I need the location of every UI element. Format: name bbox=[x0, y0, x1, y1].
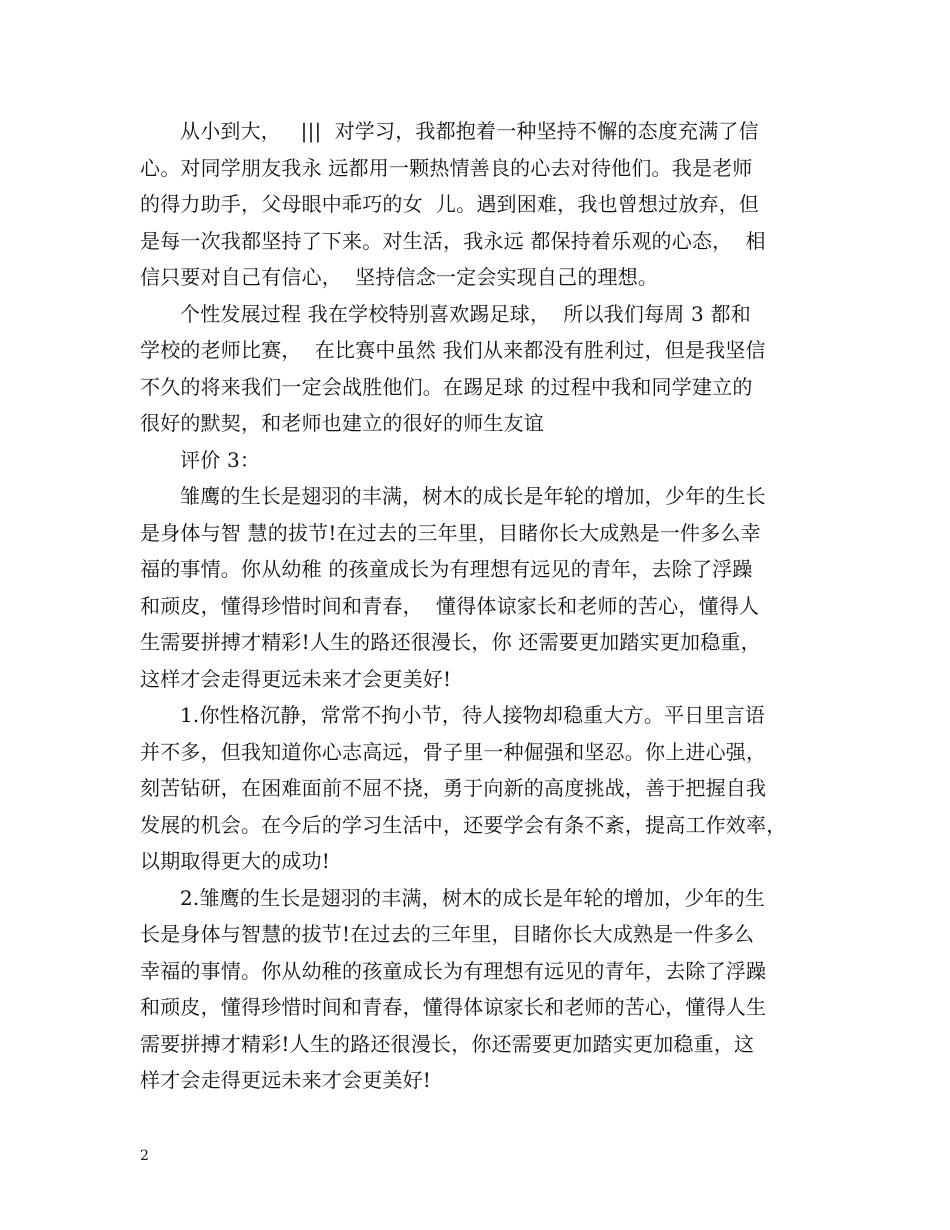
text-line: 幸福的事情。你从幼稚的孩童成长为有理想有远见的青年，去除了浮躁 bbox=[140, 958, 767, 983]
text-line: 这样才会走得更远未来才会更美好! bbox=[140, 666, 452, 691]
text-line: 心。对同学朋友我永 远都用一颗热情善良的心去对待他们。我是老师 bbox=[140, 155, 753, 180]
text-line: 学校的老师比赛， 在比赛中虽然 我们从来都没有胜利过，但是我坚信 bbox=[140, 338, 766, 362]
text-line: 福的事情。你从幼稚 的孩童成长为有理想有远见的青年，去除了浮躁 bbox=[140, 557, 753, 581]
text-line: 是身体与智 慧的拔节!在过去的三年里，目睹你长大成熟是一件多么幸 bbox=[140, 520, 761, 545]
text-line: 不久的将来我们一定会战胜他们。在踢足球 的过程中我和同学建立的 bbox=[140, 374, 753, 399]
text-line: 生需要拼搏才精彩!人生的路还很漫长，你 还需要更加踏实更加稳重， bbox=[140, 630, 761, 654]
text-line: 的得力助手，父母眼中乖巧的女 儿。遇到困难，我也曾想过放弃，但 bbox=[140, 192, 760, 216]
text-line: 以期取得更大的成功! bbox=[140, 849, 331, 873]
page-number: 2 bbox=[140, 1148, 149, 1164]
text-line: 是每一次我都坚持了下来。对生活，我永远 都保持着乐观的心态， 相 bbox=[140, 228, 766, 253]
text-line: 1.你性格沉静，常常不拘小节，待人接物却稳重大方。平日里言语 bbox=[180, 703, 766, 727]
text-line: 和顽皮，懂得珍惜时间和青春，懂得体谅家长和老师的苦心，懂得人生 bbox=[140, 995, 767, 1019]
text-line: 2.雏鹰的生长是翅羽的丰满，树木的成长是年轮的增加，少年的生 bbox=[180, 885, 766, 910]
text-line: 从小到大， ||| 对学习，我都抱着一种坚持不懈的态度充满了信 bbox=[180, 119, 759, 143]
text-line: 样才会走得更远未来才会更美好! bbox=[140, 1068, 432, 1092]
text-line: 需要拼搏才精彩!人生的路还很漫长，你还需要更加踏实更加稳重，这 bbox=[140, 1031, 755, 1056]
document-body bbox=[140, 113, 820, 1099]
text-line: 刻苦钻研，在困难面前不屈不挠，勇于向新的高度挑战，善于把握自我 bbox=[140, 776, 767, 800]
text-line: 信只要对自己有信心， 坚持信念一定会实现自己的理想。 bbox=[140, 265, 659, 289]
text-line: 雏鹰的生长是翅羽的丰满，树木的成长是年轮的增加，少年的生长 bbox=[180, 484, 766, 508]
text-line: 和顽皮，懂得珍惜时间和青春， 懂得体谅家长和老师的苦心，懂得人 bbox=[140, 593, 760, 618]
text-line: 很好的默契，和老师也建立的很好的师生友谊 bbox=[140, 411, 544, 435]
text-line: 评价 3： bbox=[180, 447, 261, 472]
text-line: 长是身体与智慧的拔节!在过去的三年里，目睹你长大成熟是一件多么 bbox=[140, 922, 755, 946]
text-line: 个性发展过程 我在学校特别喜欢踢足球， 所以我们每周 3 都和 bbox=[180, 301, 751, 326]
text-line: 并不多，但我知道你心志高远，骨子里一种倔强和坚忍。你上进心强， bbox=[140, 739, 767, 764]
text-line: 发展的机会。在今后的学习生活中，还要学会有条不紊，提高工作效率， bbox=[140, 812, 787, 837]
